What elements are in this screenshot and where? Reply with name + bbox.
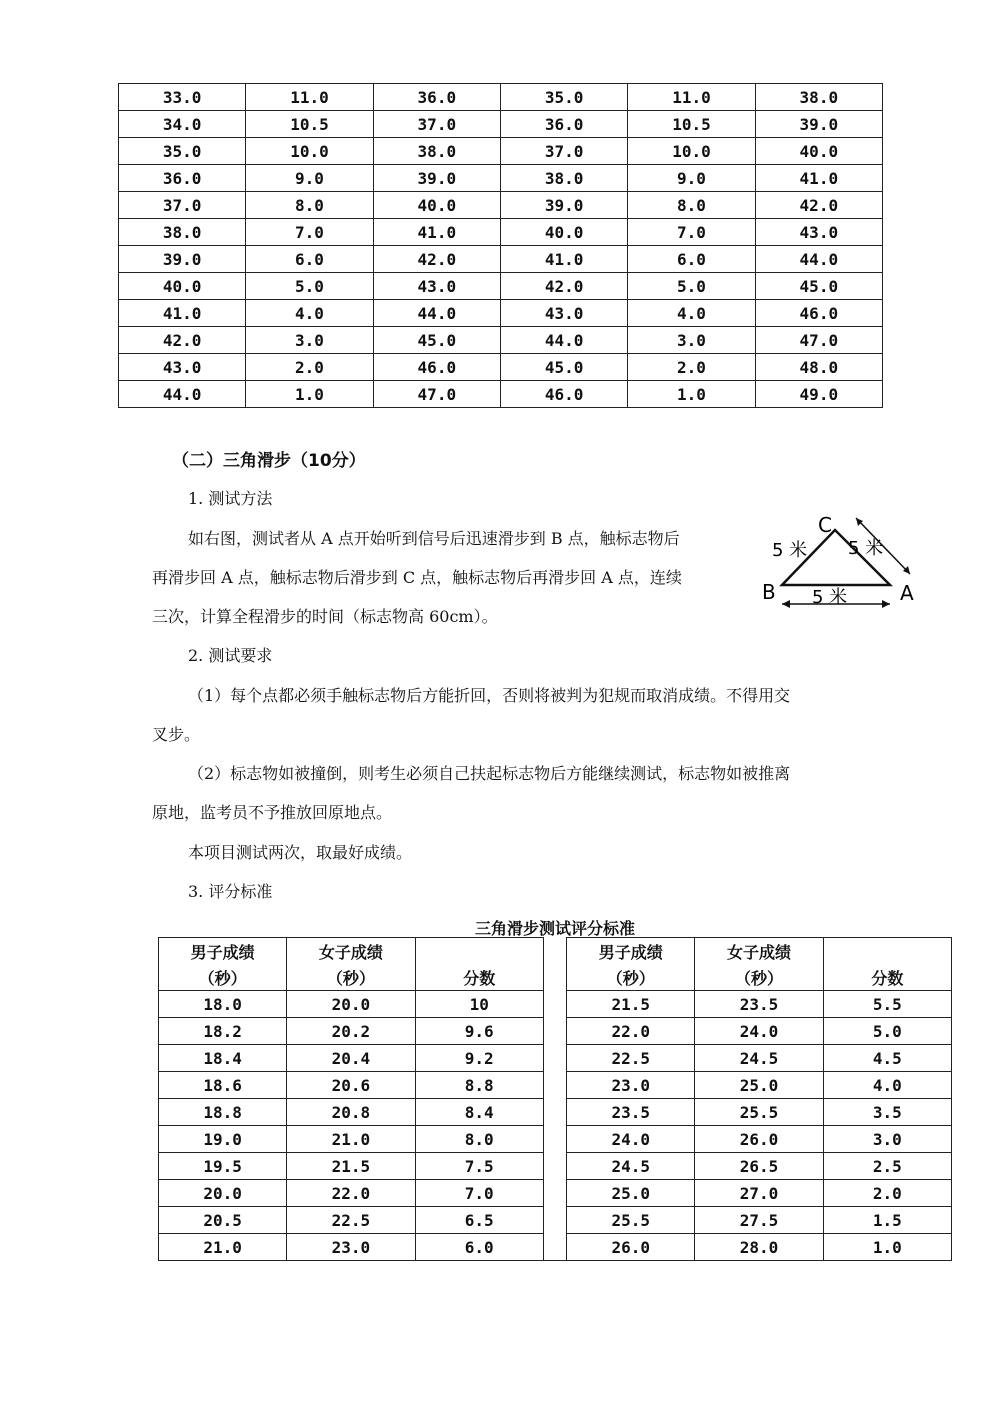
table-cell: 3.0 [628,327,755,354]
table-cell: 24.0 [567,1126,695,1153]
table-cell: 28.0 [695,1234,823,1261]
table-cell: 38.0 [755,84,882,111]
header-female-right: 女子成绩 [695,938,823,965]
table-cell: 9.6 [415,1018,543,1045]
table-cell: 25.5 [695,1099,823,1126]
table-cell: 8.0 [246,192,373,219]
table-cell: 22.5 [567,1045,695,1072]
table-cell: 44.0 [500,327,627,354]
table-cell: 9.2 [415,1045,543,1072]
table-row [119,192,883,219]
table-cell: 4.0 [823,1072,951,1099]
table-row [119,273,883,300]
table-cell: 7.0 [415,1180,543,1207]
triangle-slide-score-body [159,938,952,1261]
header-score-right: 分数 [823,964,951,991]
arrow-head-left [782,600,790,608]
left-side-length: 5 米 [772,540,808,561]
table-cell: 39.0 [119,246,246,273]
table-cell: 4.0 [628,300,755,327]
table-cell: 27.0 [695,1180,823,1207]
table-cell: 39.0 [373,165,500,192]
table-row [159,1045,952,1072]
table-cell: 47.0 [755,327,882,354]
table-cell: 46.0 [500,381,627,408]
table-cell: 2.0 [246,354,373,381]
table-cell: 10.0 [628,138,755,165]
table-cell: 19.0 [159,1126,287,1153]
table-cell: 35.0 [500,84,627,111]
table-cell: 19.5 [159,1153,287,1180]
requirement-1-line-2: 叉步。 [152,725,201,744]
table-cell: 8.0 [415,1126,543,1153]
table-cell: 21.5 [567,991,695,1018]
gap-cell [543,964,566,991]
table-cell: 39.0 [500,192,627,219]
table-cell: 1.5 [823,1207,951,1234]
table-cell: 8.4 [415,1099,543,1126]
table-cell: 18.4 [159,1045,287,1072]
table-cell: 42.0 [373,246,500,273]
table-row [159,1018,952,1045]
table-cell: 34.0 [119,111,246,138]
table-cell: 2.0 [823,1180,951,1207]
table-cell: 7.0 [628,219,755,246]
header-male-unit-right: （秒） [567,964,695,991]
table-cell: 26.5 [695,1153,823,1180]
table-cell: 4.0 [246,300,373,327]
point-a-label: A [900,581,914,605]
table-row [159,991,952,1018]
header-row-1 [159,938,952,965]
table-cell: 20.6 [287,1072,415,1099]
table-cell: 5.0 [823,1018,951,1045]
table-cell: 20.8 [287,1099,415,1126]
table-cell: 5.5 [823,991,951,1018]
header-score-top [415,938,543,965]
gap-cell [543,1099,566,1126]
method-text-line-3: 三次，计算全程滑步的时间（标志物高 60cm）。 [152,607,498,626]
table-cell: 44.0 [755,246,882,273]
table-cell: 1.0 [823,1234,951,1261]
table-cell: 8.8 [415,1072,543,1099]
table-cell: 42.0 [119,327,246,354]
table-cell: 5.0 [628,273,755,300]
header-female-unit: （秒） [287,964,415,991]
table-row [119,246,883,273]
header-score: 分数 [415,964,543,991]
gap-cell [543,938,566,965]
triangle-slide-diagram [760,512,920,617]
table-cell: 41.0 [755,165,882,192]
scoring-heading: 3. 评分标准 [188,882,273,901]
table-cell: 36.0 [500,111,627,138]
table-row [119,138,883,165]
table-cell: 44.0 [373,300,500,327]
header-male: 男子成绩 [159,938,287,965]
table-cell: 3.5 [823,1099,951,1126]
arrow-head-right [882,600,890,608]
table-row [119,165,883,192]
table-cell: 25.0 [695,1072,823,1099]
table-cell: 49.0 [755,381,882,408]
table-cell: 45.0 [500,354,627,381]
table-cell: 38.0 [119,219,246,246]
table-cell: 42.0 [755,192,882,219]
gap-cell [543,1072,566,1099]
table-cell: 10 [415,991,543,1018]
table-cell: 47.0 [373,381,500,408]
gap-cell [543,1153,566,1180]
table-cell: 23.0 [567,1072,695,1099]
table-row [159,1153,952,1180]
table-cell: 3.0 [823,1126,951,1153]
table-cell: 18.6 [159,1072,287,1099]
table-cell: 9.0 [246,165,373,192]
score-table-title: 三角滑步测试评分标准 [474,919,635,938]
method-heading: 1. 测试方法 [188,489,273,508]
requirement-1-line-1: （1）每个点都必须手触标志物后方能折回，否则将被判为犯规而取消成绩。不得用交 [188,686,791,705]
table-cell: 6.5 [415,1207,543,1234]
table-row [119,381,883,408]
table-cell: 37.0 [500,138,627,165]
score-table-continued [118,83,883,408]
table-cell: 27.5 [695,1207,823,1234]
header-score-top-right [823,938,951,965]
header-male-unit: （秒） [159,964,287,991]
table-cell: 21.5 [287,1153,415,1180]
table-cell: 41.0 [500,246,627,273]
table-cell: 36.0 [373,84,500,111]
table-cell: 21.0 [287,1126,415,1153]
triangle-slide-score-table [158,937,952,1261]
gap-cell [543,991,566,1018]
table-cell: 8.0 [628,192,755,219]
table-cell: 1.0 [628,381,755,408]
table-cell: 26.0 [567,1234,695,1261]
table-cell: 5.0 [246,273,373,300]
table-cell: 2.5 [823,1153,951,1180]
table-row [119,327,883,354]
table-row [159,1072,952,1099]
table-cell: 23.5 [567,1099,695,1126]
table-cell: 7.5 [415,1153,543,1180]
table-cell: 25.5 [567,1207,695,1234]
table-cell: 37.0 [119,192,246,219]
attempts-note: 本项目测试两次，取最好成绩。 [188,843,413,862]
table-cell: 7.0 [246,219,373,246]
table-cell: 24.5 [695,1045,823,1072]
table-cell: 2.0 [628,354,755,381]
gap-cell [543,1045,566,1072]
table-cell: 11.0 [628,84,755,111]
table-cell: 44.0 [119,381,246,408]
table-cell: 33.0 [119,84,246,111]
table-cell: 20.5 [159,1207,287,1234]
table-row [119,111,883,138]
table-cell: 21.0 [159,1234,287,1261]
point-b-label: B [762,580,776,604]
table-row [119,84,883,111]
table-cell: 48.0 [755,354,882,381]
table-cell: 45.0 [373,327,500,354]
table-cell: 18.8 [159,1099,287,1126]
table-cell: 39.0 [755,111,882,138]
table-cell: 24.5 [567,1153,695,1180]
requirements-heading: 2. 测试要求 [188,646,273,665]
table-cell: 18.0 [159,991,287,1018]
table-cell: 35.0 [119,138,246,165]
table-cell: 22.0 [567,1018,695,1045]
table-row [159,1207,952,1234]
table-cell: 41.0 [373,219,500,246]
table-cell: 22.5 [287,1207,415,1234]
table-cell: 6.0 [628,246,755,273]
table-cell: 10.5 [246,111,373,138]
table-cell: 3.0 [246,327,373,354]
table-cell: 20.0 [159,1180,287,1207]
table-row [159,1099,952,1126]
table-cell: 4.5 [823,1045,951,1072]
table-cell: 42.0 [500,273,627,300]
table-cell: 6.0 [246,246,373,273]
table-cell: 37.0 [373,111,500,138]
method-text-line-1: 如右图，测试者从 A 点开始听到信号后迅速滑步到 B 点，触标志物后 [188,529,680,548]
gap-cell [543,1180,566,1207]
table-row [159,1234,952,1261]
section-heading: （二）三角滑步（10分） [172,451,366,471]
table-cell: 36.0 [119,165,246,192]
table-cell: 1.0 [246,381,373,408]
base-length: 5 米 [812,587,848,608]
table-cell: 45.0 [755,273,882,300]
table-cell: 6.0 [415,1234,543,1261]
table-cell: 38.0 [373,138,500,165]
table-row [119,219,883,246]
table-cell: 18.2 [159,1018,287,1045]
table-cell: 41.0 [119,300,246,327]
table-cell: 11.0 [246,84,373,111]
table-cell: 23.5 [695,991,823,1018]
header-female: 女子成绩 [287,938,415,965]
table-cell: 26.0 [695,1126,823,1153]
requirement-2-line-1: （2）标志物如被撞倒，则考生必须自己扶起标志物后方能继续测试，标志物如被推离 [188,764,791,783]
gap-cell [543,1126,566,1153]
table-cell: 22.0 [287,1180,415,1207]
score-table-continued-body [119,84,883,408]
header-male-right: 男子成绩 [567,938,695,965]
table-cell: 46.0 [373,354,500,381]
header-female-unit-right: （秒） [695,964,823,991]
requirement-2-line-2: 原地，监考员不予推放回原地点。 [152,803,393,822]
table-cell: 43.0 [755,219,882,246]
right-side-length: 5 米 [848,538,884,559]
table-cell: 40.0 [373,192,500,219]
table-row [119,300,883,327]
method-text-line-2: 再滑步回 A 点，触标志物后滑步到 C 点，触标志物后再滑步回 A 点，连续 [152,568,682,587]
gap-cell [543,1234,566,1261]
table-cell: 40.0 [500,219,627,246]
header-row-2 [159,964,952,991]
gap-cell [543,1018,566,1045]
table-cell: 43.0 [500,300,627,327]
table-cell: 23.0 [287,1234,415,1261]
table-cell: 10.5 [628,111,755,138]
gap-cell [543,1207,566,1234]
table-row [119,354,883,381]
table-row [159,1126,952,1153]
table-cell: 10.0 [246,138,373,165]
table-cell: 24.0 [695,1018,823,1045]
table-row [159,1180,952,1207]
table-cell: 43.0 [373,273,500,300]
table-cell: 20.0 [287,991,415,1018]
table-cell: 20.4 [287,1045,415,1072]
point-c-label: C [818,513,832,537]
table-cell: 40.0 [755,138,882,165]
table-cell: 20.2 [287,1018,415,1045]
table-cell: 40.0 [119,273,246,300]
table-cell: 38.0 [500,165,627,192]
table-cell: 9.0 [628,165,755,192]
table-cell: 43.0 [119,354,246,381]
table-cell: 46.0 [755,300,882,327]
table-cell: 25.0 [567,1180,695,1207]
